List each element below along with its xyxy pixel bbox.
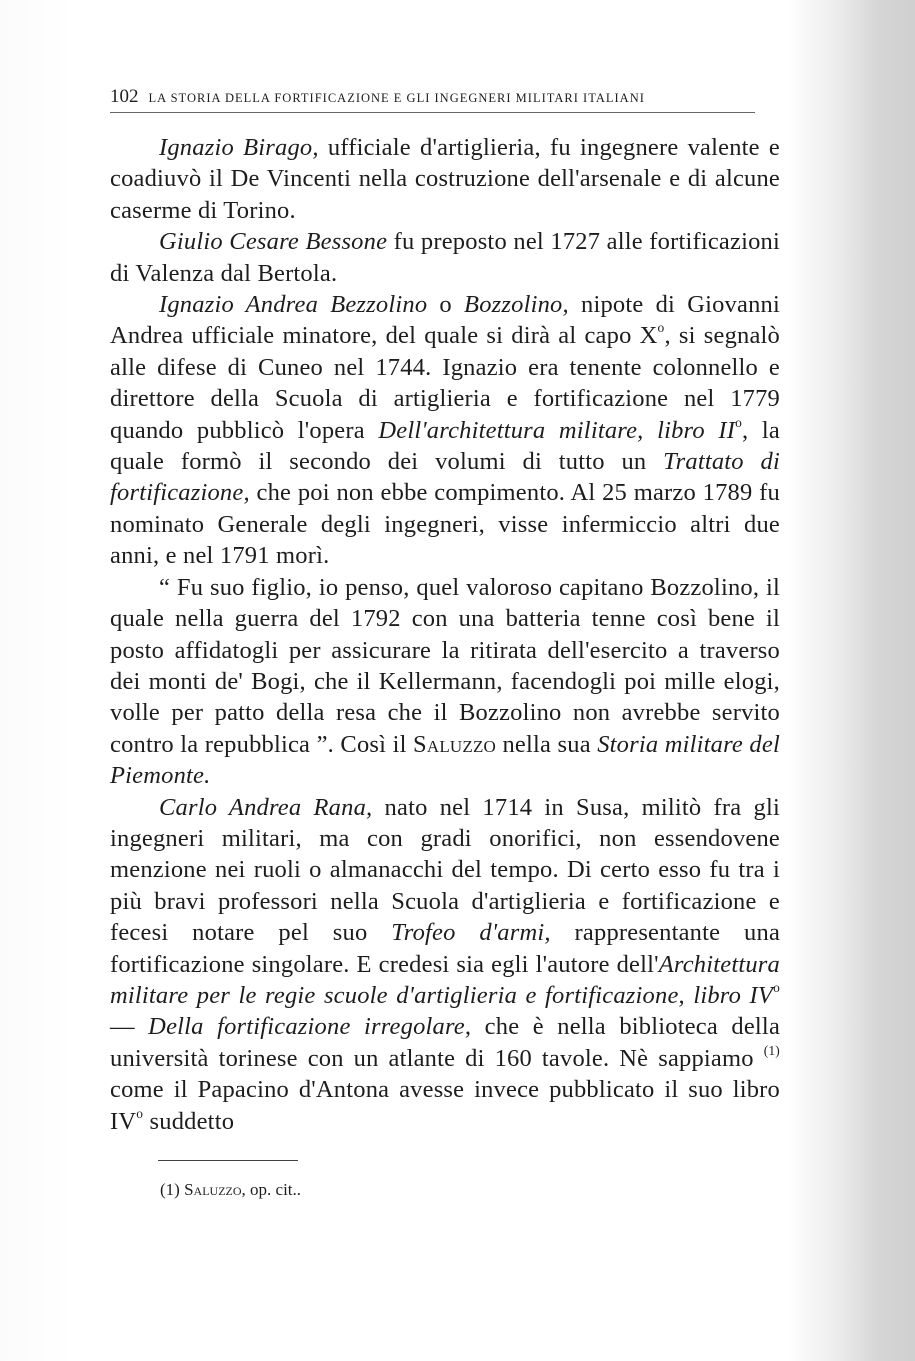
paragraph-bezzolino: [110, 289, 780, 572]
paragraph-text: rappresentante una fortificazione singolare. E credesi sia egli l'autore dell': [110, 919, 781, 978]
paragraph-text: ufficiale d'artiglieria, fu ingegnere valente e coadiuvò il De Vincenti nella costruzione dell'arsenale e di alcune caserme di Torino.: [110, 134, 780, 224]
running-header: [110, 86, 755, 113]
paragraph-text: o: [427, 291, 465, 319]
paragraph-text: “ Fu suo figlio, io penso, quel valoroso capitano Bozzolino, il quale nella guerra del 1792 con una batteria tenne così bene il posto affidatogli per assicurare la ritirata dell'esercito a traverso dei monti de' Bogi, che il Kellermann, facendogli poi mille elogi, volle per patto della resa che il Bozzolino non avrebbe servito contro la repubblica ”. Così il: [110, 573, 780, 758]
paragraph-text: , si segnalò alle difese di Cuneo nel 1744. Ignazio era tenente colonnello e direttore della Scuola di artiglieria e fortificazione nel 1779 quando pubblicò l'opera: [110, 322, 780, 444]
paragraph-text: che è nella biblioteca della università torinese con un atlante di 160 tavole. Nè sappiamo: [110, 1013, 781, 1072]
person-name: Giulio Cesare Bessone: [159, 228, 388, 256]
paragraph-text: come il Papacino d'Antona avesse invece pubblicato il suo libro IV: [110, 1076, 780, 1135]
person-name: Ignazio Andrea Bezzolino: [159, 291, 428, 319]
paragraph-text: nella sua: [496, 730, 598, 758]
running-title: LA STORIA DELLA FORTIFICAZIONE E GLI INGEGNERI MILITARI ITALIANI: [148, 91, 645, 105]
paragraph-text: nato nel 1714 in Susa, militò fra gli ingegneri militari, ma con gradi onorifici, non essendovene menzione nei ruoli o almanacchi del tempo. Di certo esso fu tra i più bravi professori nella Scuola d'artiglieria e fortificazione e fecesi notare pel suo: [110, 793, 780, 947]
paragraph-text: nipote di Giovanni Andrea ufficiale minatore, del quale si dirà al capo X: [110, 291, 780, 350]
page-number: 102: [110, 86, 139, 107]
superscript: o: [657, 320, 665, 336]
footnote-text: op. cit..: [245, 1180, 302, 1199]
footnote-reference: (1): [763, 1043, 780, 1059]
paragraph-text: fu preposto nel 1727 alle fortificazioni di Valenza dal Bertola.: [110, 228, 780, 287]
superscript: o: [136, 1105, 144, 1121]
footnote: [160, 1180, 301, 1200]
superscript: o: [773, 980, 780, 996]
footnote-divider: [158, 1160, 298, 1161]
body-text: [110, 132, 780, 1137]
author-name: Saluzzo: [413, 730, 497, 758]
paragraph-bessone: [110, 226, 780, 289]
person-name: Ignazio Birago,: [159, 134, 319, 161]
work-title: Della fortificazione irregolare,: [148, 1013, 472, 1041]
work-title: Architettura militare per le regie scuole d'artiglieria e fortificazione, libro IV: [110, 950, 780, 1009]
work-title: Trofeo d'armi,: [391, 919, 551, 947]
superscript: o: [735, 414, 743, 430]
paragraph-birago: [110, 132, 780, 226]
work-title: Storia militare del Piemonte.: [110, 730, 780, 790]
footnote-author: Saluzzo,: [184, 1180, 246, 1199]
paragraph-text: che poi non ebbe compimento. Al 25 marzo 1789 fu nominato Generale degli ingegneri, visse infermiccio altri due anni, e nel 1791 morì.: [110, 479, 780, 570]
footnote-marker: (1): [160, 1180, 180, 1199]
person-name: Carlo Andrea Rana,: [159, 793, 373, 821]
work-title: Dell'architettura militare, libro II: [378, 416, 736, 444]
paragraph-text: —: [110, 1013, 149, 1041]
paragraph-text: suddetto: [143, 1107, 235, 1135]
paragraph-quotation: [110, 572, 780, 792]
person-alt-name: Bozzolino,: [464, 291, 569, 319]
paragraph-text: , la quale formò il secondo dei volumi di tutto un: [110, 416, 781, 476]
paragraph-rana: [110, 792, 780, 1137]
work-title: Trattato di fortificazione,: [110, 448, 780, 507]
